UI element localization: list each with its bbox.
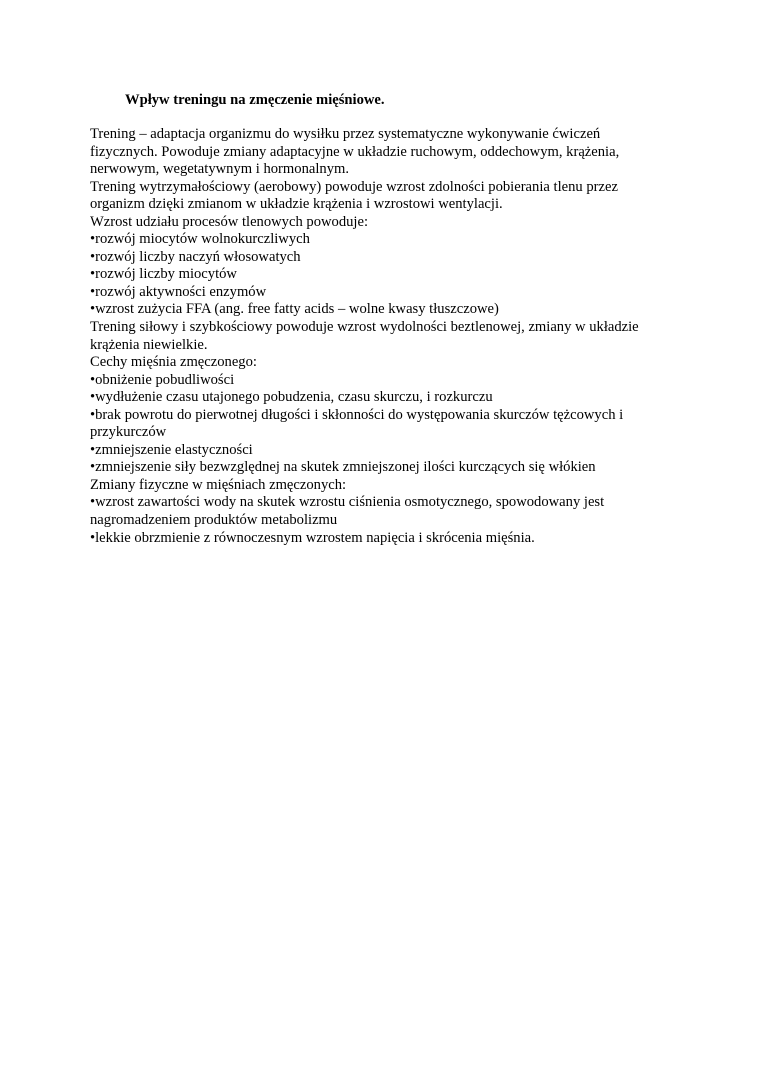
bullet-item: •wzrost zawartości wody na skutek wzrostu ciśnienia osmotycznego, spowodowany jest	[90, 494, 605, 511]
document-body	[90, 126, 670, 547]
bullet-item: •wydłużenie czasu utajonego pobudzenia, czasu skurczu, i rozkurczu	[90, 389, 493, 406]
bullet-item: •wzrost zużycia FFA (ang. free fatty acids – wolne kwasy tłuszczowe)	[90, 301, 499, 318]
text-line: Trening siłowy i szybkościowy powoduje wzrost wydolności beztlenowej, zmiany w układzie	[90, 319, 639, 336]
bullet-item: •zmniejszenie elastyczności	[90, 441, 253, 458]
text-line: Wzrost udziału procesów tlenowych powoduje:	[90, 213, 369, 230]
text-line: Trening wytrzymałościowy (aerobowy) powoduje wzrost zdolności pobierania tlenu przez	[90, 178, 618, 195]
text-line: Trening – adaptacja organizmu do wysiłku przez systematyczne wykonywanie ćwiczeń	[90, 126, 601, 142]
text-line: nerwowym, wegetatywnym i hormonalnym.	[90, 161, 349, 178]
text-line: nagromadzeniem produktów metabolizmu	[90, 512, 338, 529]
text-line: Zmiany fizyczne w mięśniach zmęczonych:	[90, 476, 347, 493]
bullet-item: •rozwój aktywności enzymów	[90, 283, 267, 300]
text-line: krążenia niewielkie.	[90, 336, 208, 353]
bullet-item: •rozwój liczby miocytów	[90, 266, 237, 283]
bullet-item: •obniżenie pobudliwości	[90, 371, 235, 388]
text-line: Cechy mięśnia zmęczonego:	[90, 354, 257, 371]
bullet-item: •zmniejszenie siły bezwzględnej na skutek zmniejszonej ilości kurczących się włókien	[90, 459, 596, 476]
bullet-item: •brak powrotu do pierwotnej długości i skłonności do występowania skurczów tężcowych i	[90, 406, 624, 423]
text-line: fizycznych. Powoduje zmiany adaptacyjne w układzie ruchowym, oddechowym, krążenia,	[90, 143, 620, 160]
bullet-item: •rozwój miocytów wolnokurczliwych	[90, 231, 310, 248]
bullet-item: •lekkie obrzmienie z równoczesnym wzrostem napięcia i skrócenia mięśnia.	[90, 529, 535, 546]
text-line: przykurczów	[90, 424, 167, 441]
bullet-item: •rozwój liczby naczyń włosowatych	[90, 248, 301, 265]
document-title: Wpływ treningu na zmęczenie mięśniowe.	[125, 92, 385, 108]
text-line: organizm dzięki zmianom w układzie krążenia i wzrostowi wentylacji.	[90, 196, 503, 213]
